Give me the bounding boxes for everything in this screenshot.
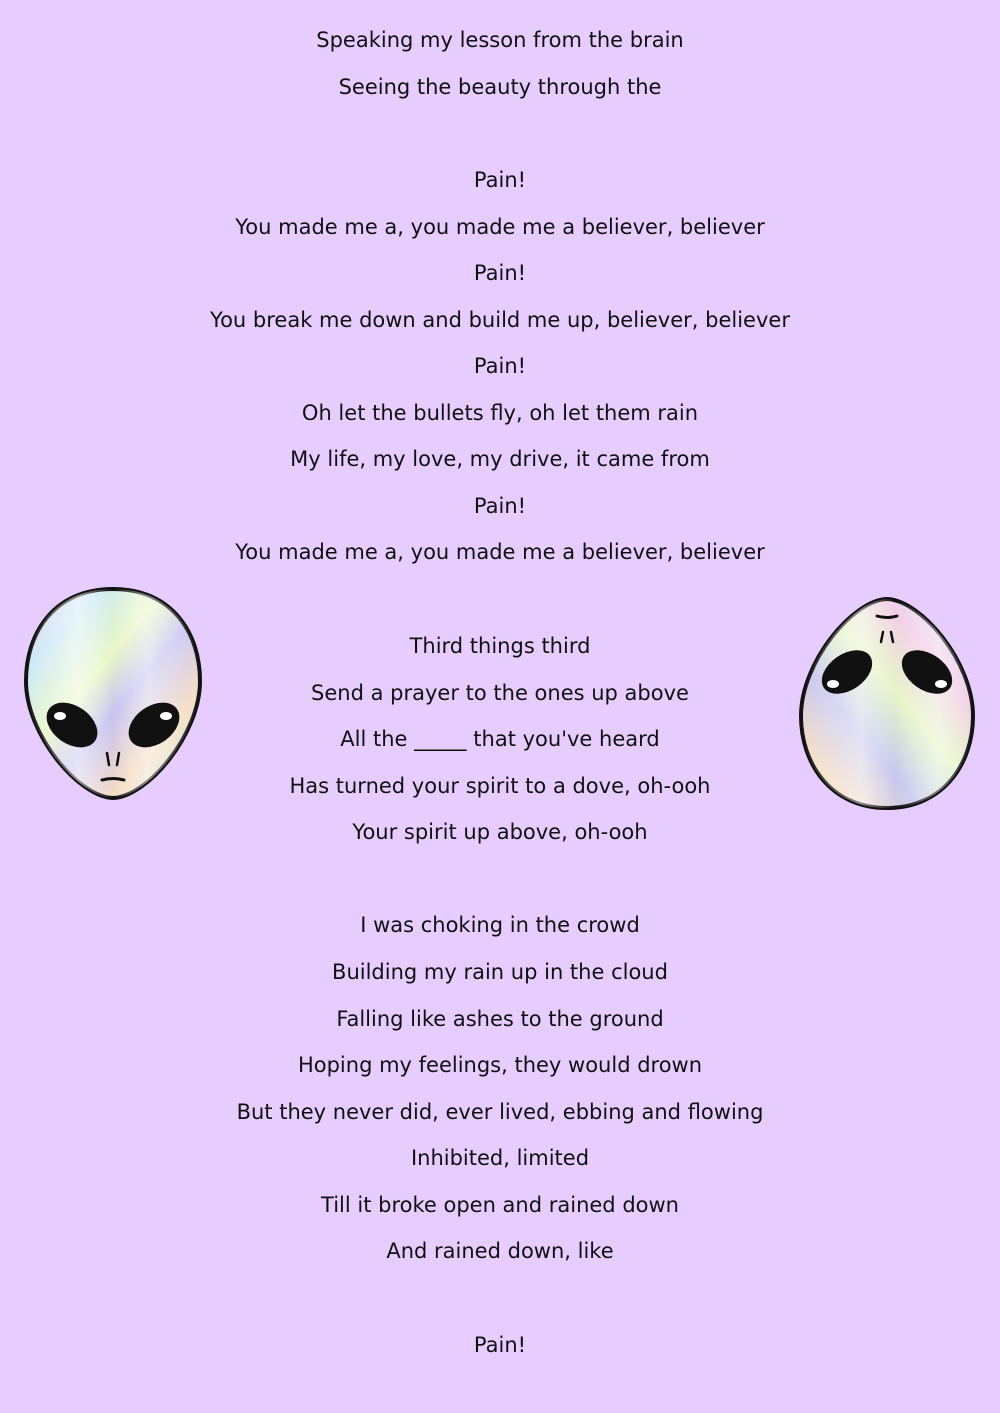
lyric-line: Third things third <box>409 634 591 658</box>
lyric-line: But they never did, ever lived, ebbing and flowing <box>236 1100 764 1124</box>
lyric-line: Building my rain up in the cloud <box>332 960 668 984</box>
lyric-line: Hoping my feelings, they would drown <box>297 1053 703 1077</box>
lyric-line: You break me down and build me up, believer, believer <box>210 308 790 332</box>
lyric-line: Pain! <box>473 354 527 378</box>
lyric-line: Pain! <box>473 494 527 518</box>
lyric-line: And rained down, like <box>386 1239 614 1263</box>
lyric-line: Speaking my lesson from the brain <box>316 28 684 52</box>
lyric-line: Till it broke open and rained down <box>321 1193 679 1217</box>
lyric-line: Falling like ashes to the ground <box>336 1007 664 1031</box>
lyric-line: Has turned your spirit to a dove, oh-ooh <box>289 774 711 798</box>
lyric-line: My life, my love, my drive, it came from <box>290 447 710 471</box>
lyric-line: Pain! <box>473 261 527 285</box>
lyric-line: Oh let the bullets fly, oh let them rain <box>301 401 699 425</box>
lyric-line: Pain! <box>473 168 527 192</box>
lyric-line: Your spirit up above, oh-ooh <box>352 820 648 844</box>
lyric-line-blank: All the _____ that you've heard <box>340 727 660 751</box>
lyric-line: Seeing the beauty through the <box>338 75 662 99</box>
lyric-line: You made me a, you made me a believer, believer <box>235 540 765 564</box>
lyric-line: Inhibited, limited <box>410 1146 590 1170</box>
alien-head-upside-down-icon <box>797 594 977 812</box>
lyric-line: Send a prayer to the ones up above <box>311 681 689 705</box>
alien-head-icon <box>22 585 204 803</box>
lyric-line: Pain! <box>473 1333 527 1357</box>
lyric-line: I was choking in the crowd <box>360 913 640 937</box>
lyric-line: You made me a, you made me a believer, believer <box>235 215 765 239</box>
